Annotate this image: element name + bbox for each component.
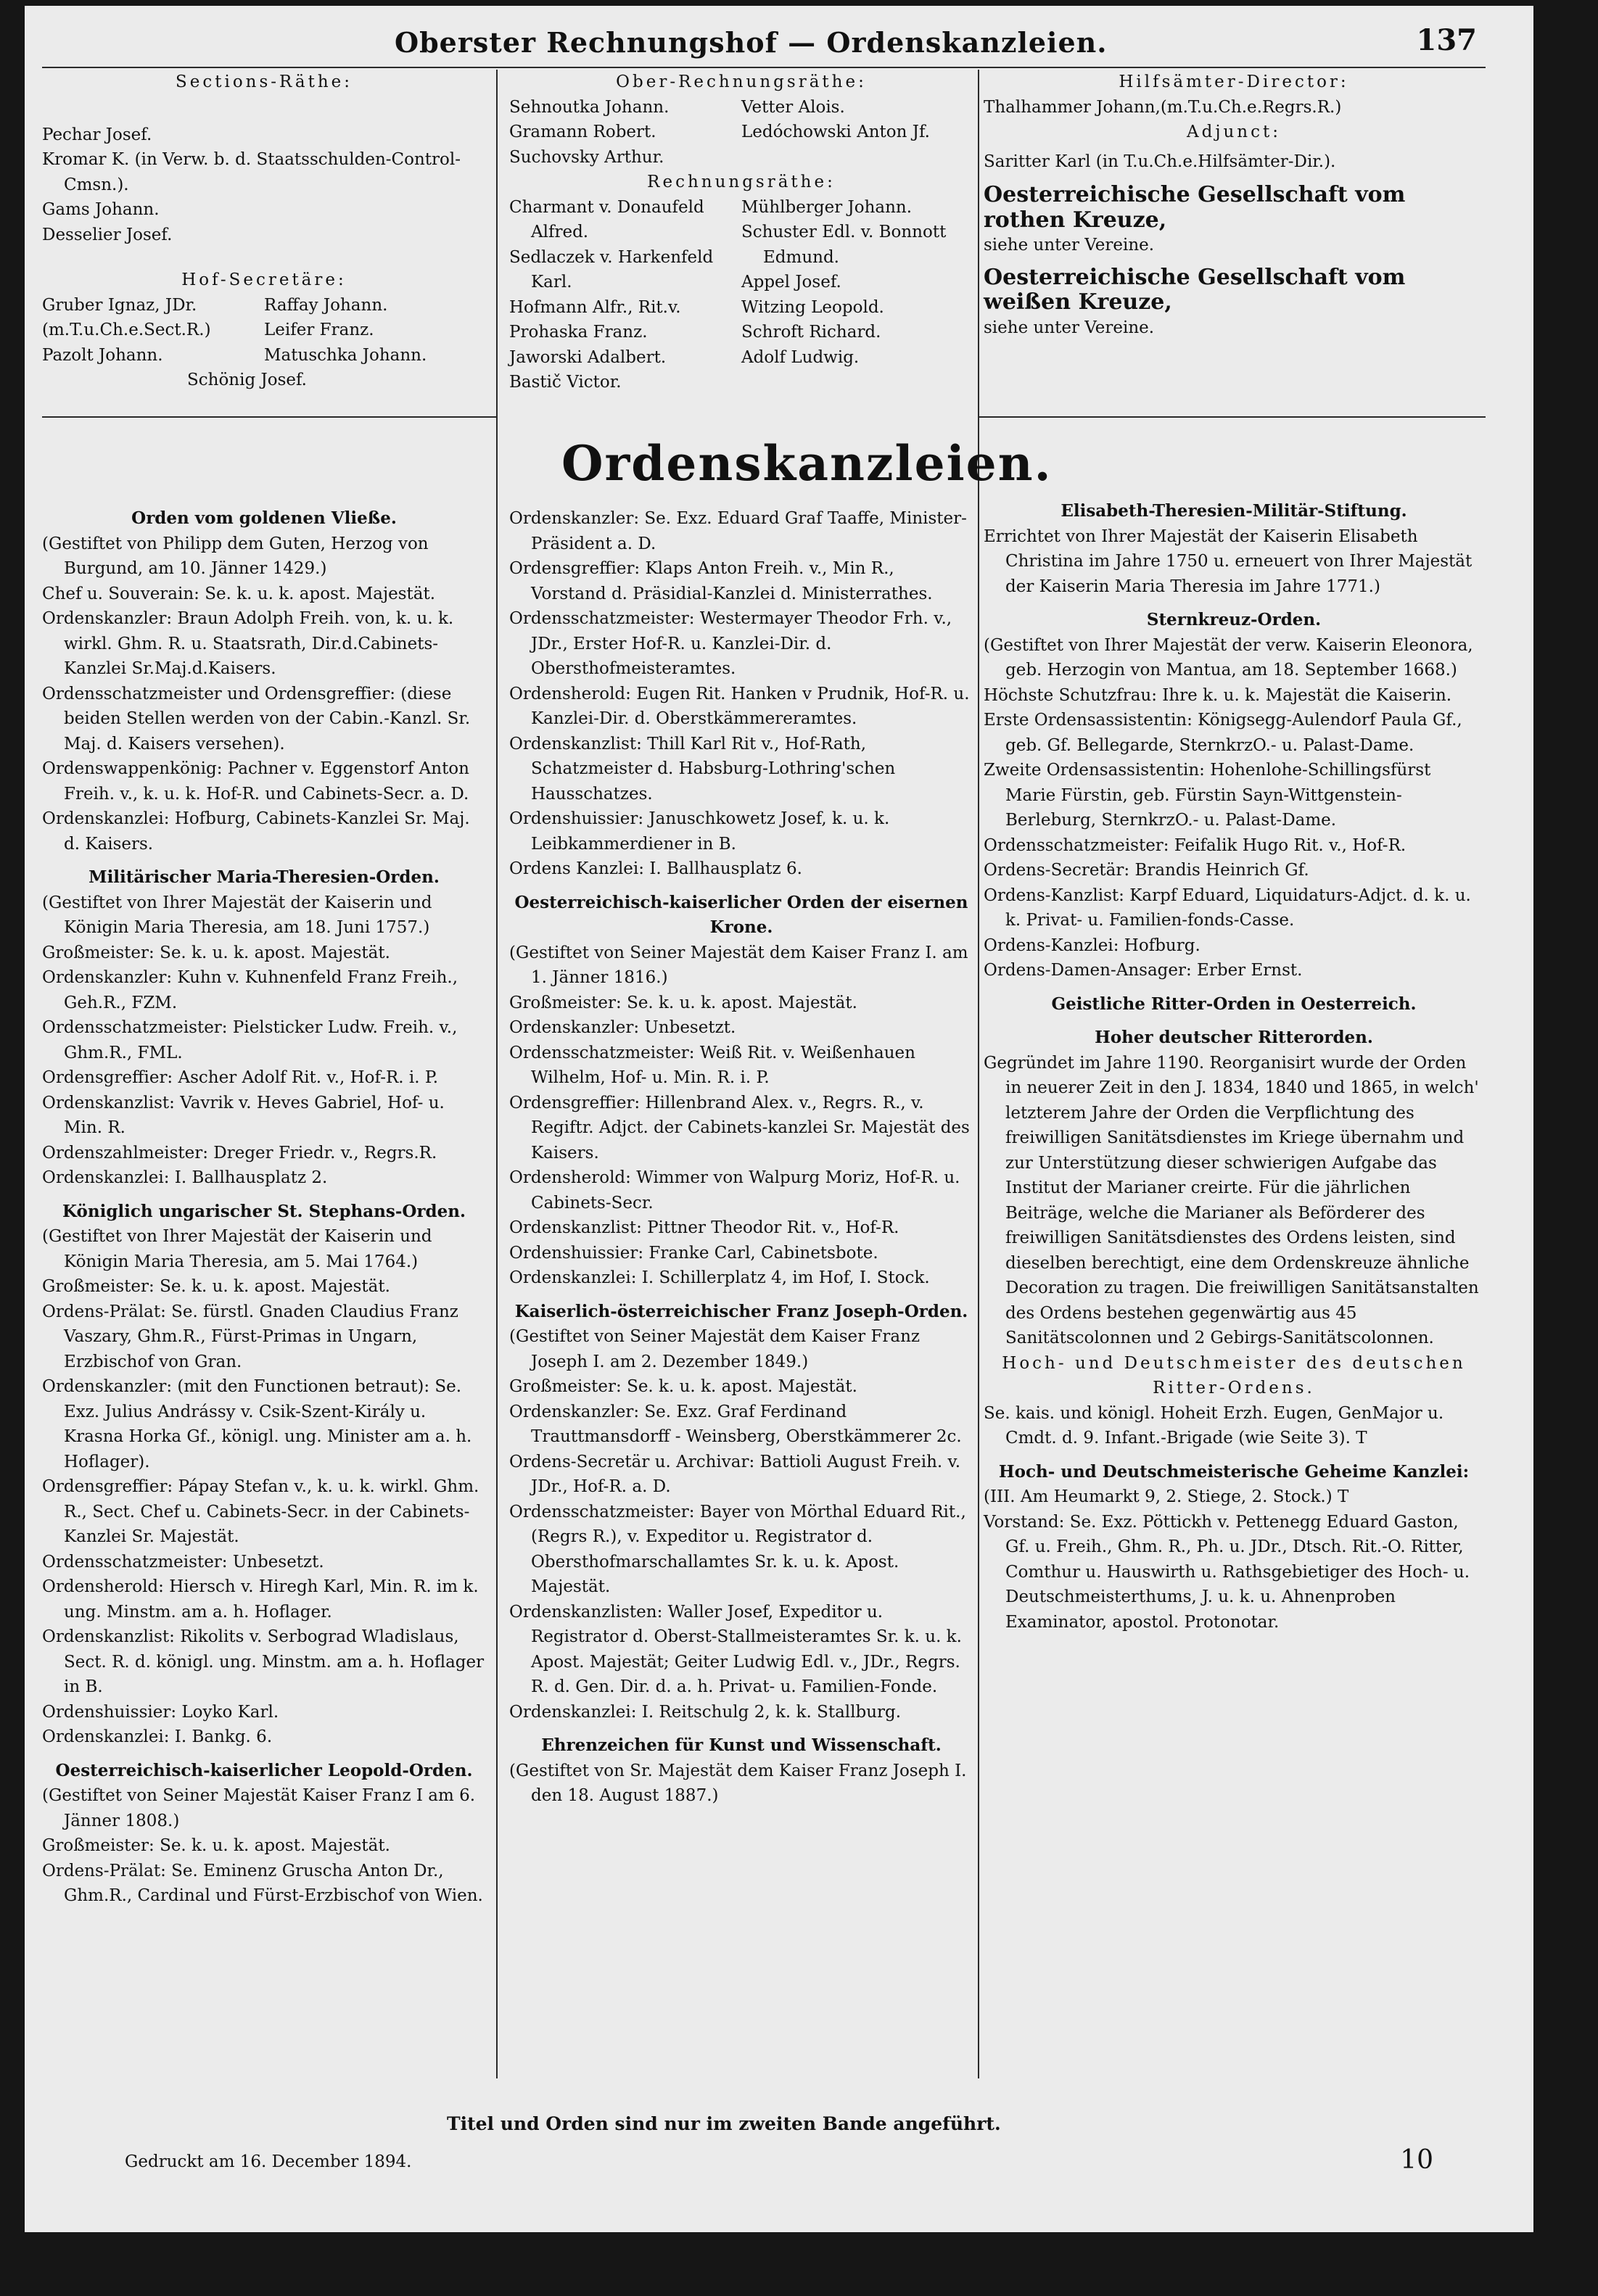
entry: Ordensschatzmeister: Westermayer Theodor Frh. v., JDr., Erster Hof-R. u. Kanzlei-Dir. d. Obersthofmeisteramtes. [509,609,952,678]
entry: Ordenszahlmeister: Dreger Friedr. v., Regrs.R. [42,1143,437,1163]
main-title: Ordenskanzleien. [561,435,1053,492]
column-1-top [42,70,486,393]
entry: Ordensschatzmeister und Ordensgreffier: (diese beiden Stellen werden von der Cabin.-Kanzl. Sr. Maj. d. Kaisers versehen). [42,684,471,753]
entry: Großmeister: Se. k. u. k. apost. Majestät. [509,993,857,1012]
entry: Ordensschatzmeister: Feifalik Hugo Rit. v., Hof-R. [984,835,1407,855]
entry: Ordenskanzlist: Vavrik v. Heves Gabriel, Hof- u. Min. R. [42,1093,445,1137]
society-title: Oesterreichische Gesellschaft vom weißen Kreuze, [984,264,1406,315]
order-heading: Oesterreichisch-kaiserlicher Orden der eisernen Krone. [514,892,968,937]
entry: Ordensschatzmeister: Bayer von Mörthal Eduard Rit., (Regrs R.), v. Expeditor u. Registrator d. Obersthofmarschallamtes Sr. k. u. k. Apost. Majestät. [509,1502,966,1596]
entry: Zweite Ordensassistentin: Hohenlohe-Schillingsfürst Marie Fürstin, geb. Fürstin Sayn-Wittgenstein-Berleburg, SternkrzO.- u. Palast-Dame. [984,761,1431,830]
entry: Charmant v. Donaufeld Alfred. [509,197,704,241]
entry: Ordensgreffier: Pápay Stefan v., k. u. k. wirkl. Ghm. R., Sect. Chef u. Cabinets-Secr. in der Cabinets-Kanzlei Sr. Majestät. [42,1477,479,1546]
entry: Errichtet von Ihrer Majestät der Kaiserin Elisabeth Christina im Jahre 1750 u. erneuert von Ihrer Majestät der Kaiserin Maria Theresia im Jahre 1771.) [984,526,1473,596]
name-grid [509,195,973,395]
entry: Großmeister: Se. k. u. k. apost. Majestät. [42,1277,390,1296]
entry: Ordenshuissier: Franke Carl, Cabinetsbote. [509,1243,878,1263]
entry: Ordens Kanzlei: I. Ballhausplatz 6. [509,859,802,878]
entry: Sehnoutka Johann. [509,97,670,117]
entry: Ordensgreffier: Klaps Anton Freih. v., Min R., Vorstand d. Präsidial-Kanzlei d. Ministerrathes. [509,559,933,603]
entry: Raffay Johann. [264,295,388,315]
order-heading: Militärischer Maria-Theresien-Orden. [88,867,440,887]
name-grid [509,95,973,170]
entry: Schönig Josef. [187,371,307,389]
order-heading: Kaiserlich-österreichischer Franz Joseph-Orden. [514,1301,968,1321]
entry: Matuschka Johann. [264,345,427,365]
entry: Ordenskanzler: Unbesetzt. [509,1018,736,1037]
entry: Gegründet im Jahre 1190. Reorganisirt wurde der Orden in neuerer Zeit in den J. 1834, 1840 und 1865, in welch' letzterem Jahre der Orden die Verpflichtung des freiwilligen Sanitätsdienstes im Kriege übernahm und zur Unterstützung dieser schwierigen Aufgabe das Institut der Marianer creirte. Für die jährlichen Beiträge, welche die Marianer als Beförderer des freiwilligen Sanitätsdienstes des Ordens leisten, sind dieselben berechtigt, eine dem Ordenskreuze ähnliche Decoration zu tragen. Die freiwilligen Sanitätsanstalten des Ordens bestehen gegenwärtig aus 45 Sanitätscolonnen und 2 Gebirgs-Sanitätscolonnen. [984,1053,1479,1347]
entry: Ordenskanzlei: Hofburg, Cabinets-Kanzlei Sr. Maj. d. Kaisers. [42,809,470,854]
entry: (Gestiftet von Sr. Majestät dem Kaiser Franz Joseph I. den 18. August 1887.) [509,1761,967,1805]
entry: Pechar Josef. [42,125,152,144]
entry: Vorstand: Se. Exz. Pöttickh v. Pettenegg Eduard Gaston, Gf. u. Freih., Ghm. R., Ph. u. JDr., Dtsch. Rit.-O. Ritter, Comthur u. Hauswirth u. Rathsgebietiger des Hoch- u. Deutschmeisterthums, J. u. k. u. Ahnenproben Examinator, apostol. Protonotar. [984,1512,1470,1632]
entry: (Gestiftet von Ihrer Majestät der Kaiserin und Königin Maria Theresia, am 18. Juni 1757.) [42,893,432,937]
entry: (Gestiftet von Philipp dem Guten, Herzog von Burgund, am 10. Jänner 1429.) [42,534,429,578]
entry: Erste Ordensassistentin: Königsegg-Aulendorf Paula Gf., geb. Gf. Bellegarde, SternkrzO.- u. Palast-Dame. [984,711,1462,755]
entry: Ledóchowski Anton Jf. [741,123,930,141]
entry: (Gestiftet von Seiner Majestät dem Kaiser Franz I. am 1. Jänner 1816.) [509,943,968,987]
entry: Ordensherold: Wimmer von Walpurg Moriz, Hof-R. u. Cabinets-Secr. [509,1168,960,1213]
entry: Gams Johann. [42,200,160,219]
header-title: Oberster Rechnungshof — Ordenskanzleien. [395,26,1108,59]
entry: Schuster Edl. v. Bonnott Edmund. [741,223,947,267]
entry: Bastič Victor. [509,373,622,392]
entry: Kromar K. (in Verw. b. d. Staatsschulden-Control-Cmsn.). [42,150,461,194]
cross-reference: siehe unter Vereine. [984,318,1155,337]
column-rule-left [496,70,498,2078]
entry: Großmeister: Se. k. u. k. apost. Majestät. [509,1377,857,1396]
order-heading: Hoher deutscher Ritterorden. [1095,1028,1373,1047]
entry: Ordens-Prälat: Se. fürstl. Gnaden Claudius Franz Vaszary, Ghm.R., Fürst-Primas in Ungarn, Erzbischof von Gran. [42,1302,458,1371]
entry: Ordenskanzler: Se. Exz. Eduard Graf Taaffe, Minister-Präsident a. D. [509,509,967,553]
entry: Ordens-Damen-Ansager: Erber Ernst. [984,961,1303,980]
entry: Sedlaczek v. Harkenfeld Karl. [509,247,714,292]
entry: Saritter Karl (in T.u.Ch.e.Hilfsämter-Dir.). [984,152,1336,171]
entry: Jaworski Adalbert. [509,347,667,367]
section-heading: Rechnungsräthe: [647,173,836,191]
name-grid [42,293,486,368]
section-rule-right [979,416,1486,418]
entry: Großmeister: Se. k. u. k. apost. Majestät. [42,1836,390,1855]
running-header [25,23,1533,67]
entry: (Gestiftet von Seiner Majestät dem Kaiser Franz Joseph I. am 2. Dezember 1849.) [509,1327,921,1371]
entry: Ordens-Secretär u. Archivar: Battioli August Freih. v. JDr., Hof-R. a. D. [509,1452,961,1496]
entry: Mühlberger Johann. [741,197,913,217]
page-number: 137 [1416,23,1477,57]
column-2 [509,506,973,1809]
entry: (Gestiftet von Seiner Majestät Kaiser Franz I am 6. Jänner 1808.) [42,1786,476,1830]
entry: Gruber Ignaz, JDr. [42,295,197,315]
entry: Ordenskanzlei: I. Schillerplatz 4, im Hof, I. Stock. [509,1268,930,1287]
society-title: Oesterreichische Gesellschaft vom rothen Kreuze, [984,182,1406,233]
section-heading: Ober-Rechnungsräthe: [616,73,867,91]
column-3 [984,499,1484,1635]
entry: Ordenskanzlist: Thill Karl Rit v., Hof-Rath, Schatzmeister d. Habsburg-Lothring'schen Hausschatzes. [509,734,896,804]
entry: Ordenskanzlei: I. Ballhausplatz 2. [42,1168,328,1187]
entry: Ordens-Secretär: Brandis Heinrich Gf. [984,861,1309,880]
cross-reference: siehe unter Vereine. [984,236,1155,255]
entry: Ordenskanzlist: Pittner Theodor Rit. v., Hof-R. [509,1218,899,1237]
entry: Ordensgreffier: Ascher Adolf Rit. v., Hof-R. i. P. [42,1068,439,1087]
entry: Ordenskanzlisten: Waller Josef, Expeditor u. Registrator d. Oberst-Stallmeisteramtes Sr. k. u. k. Apost. Majestät; Geiter Ludwig Edl. v., JDr., Regrs. R. d. Gen. Dir. d. a. h. Privat- u. Familien-Fonde. [509,1602,962,1696]
entry: Desselier Josef. [42,225,173,244]
footer-note: Titel und Orden sind nur im zweiten Bande angeführt. [447,2113,1001,2134]
entry: (Gestiftet von Ihrer Majestät der verw. Kaiserin Eleonora, geb. Herzogin von Mantua, am 18. September 1668.) [984,635,1473,680]
entry: (III. Am Heumarkt 9, 2. Stiege, 2. Stock.) T [984,1487,1349,1506]
order-heading: Geistliche Ritter-Orden in Oesterreich. [1051,994,1417,1014]
entry: Chef u. Souverain: Se. k. u. k. apost. Majestät. [42,584,436,603]
order-heading: Orden vom goldenen Vließe. [131,508,397,528]
entry: Großmeister: Se. k. u. k. apost. Majestät. [42,943,390,962]
section-rule-left [42,416,496,418]
entry: Ordensschatzmeister: Unbesetzt. [42,1552,324,1572]
entry: Hoch- und Deutschmeister des deutschen Ritter-Ordens. [1002,1353,1466,1397]
entry: Suchovsky Arthur. [509,147,664,167]
document-page [25,6,1533,2232]
column-rule-right [978,70,979,2078]
order-heading: Elisabeth-Theresien-Militär-Stiftung. [1060,501,1407,521]
entry: (m.T.u.Ch.e.Sect.R.) [42,321,211,339]
column-1 [42,506,486,1909]
column-3-top [984,70,1484,340]
order-heading: Königlich ungarischer St. Stephans-Orden. [62,1201,466,1221]
entry: Schroft Richard. [741,323,881,342]
entry: Prohaska Franz. [509,323,648,342]
entry: Höchste Schutzfrau: Ihre k. u. k. Majestät die Kaiserin. [984,685,1452,705]
entry: Ordenskanzler: Braun Adolph Freih. von, k. u. k. wirkl. Ghm. R. u. Staatsrath, Dir.d.Cabinets-Kanzlei Sr.Maj.d.Kaisers. [42,609,454,678]
print-date: Gedruckt am 16. December 1894. [125,2152,412,2171]
entry: Ordenskanzler: Se. Exz. Graf Ferdinand Trauttmansdorff - Weinsberg, Oberstkämmerer 2c. [509,1402,962,1446]
entry: Vetter Alois. [741,97,845,117]
entry: Ordensschatzmeister: Weiß Rit. v. Weißenhauen Wilhelm, Hof- u. Min. R. i. P. [509,1043,915,1087]
order-heading: Hoch- und Deutschmeisterische Geheime Kanzlei: [998,1461,1470,1482]
entry: Ordens-Kanzlei: Hofburg. [984,936,1200,955]
entry: Hofmann Alfr., Rit.v. [509,297,681,317]
entry: Se. kais. und königl. Hoheit Erzh. Eugen, GenMajor u. Cmdt. d. 9. Infant.-Brigade (wie Seite 3). T [984,1403,1444,1448]
entry: Gramann Robert. [509,123,656,141]
order-heading: Sternkreuz-Orden. [1146,610,1322,629]
entry: Ordensherold: Hiersch v. Hiregh Karl, Min. R. im k. ung. Minstm. am a. h. Hoflager. [42,1577,479,1622]
header-rule [42,67,1486,68]
entry: Ordenswappenkönig: Pachner v. Eggenstorf Anton Freih. v., k. u. k. Hof-R. und Cabinets-Secr. a. D. [42,759,469,804]
order-heading: Ehrenzeichen für Kunst und Wissenschaft. [541,1735,942,1755]
entry: Appel Josef. [741,273,841,292]
section-heading: Sections-Räthe: [175,73,353,91]
signature-mark: 10 [1400,2145,1433,2175]
entry: Ordenskanzler: Kuhn v. Kuhnenfeld Franz Freih., Geh.R., FZM. [42,968,458,1012]
section-heading: Adjunct: [1187,123,1281,141]
entry: Ordenskanzlist: Rikolits v. Serbograd Wladislaus, Sect. R. d. königl. ung. Minstm. am a. h. Hoflager in B. [42,1627,485,1696]
entry: Thalhammer Johann,(m.T.u.Ch.e.Regrs.R.) [984,97,1342,117]
order-heading: Oesterreichisch-kaiserlicher Leopold-Orden. [55,1760,473,1780]
entry: Ordensgreffier: Hillenbrand Alex. v., Regrs. R., v. Regiftr. Adjct. der Cabinets-kanzlei Sr. Majestät des Kaisers. [509,1093,970,1163]
column-2-top [509,70,973,395]
entry: Witzing Leopold. [741,297,884,317]
entry: Leifer Franz. [264,321,374,339]
entry: Ordenskanzlei: I. Reitschulg 2, k. k. Stallburg. [509,1702,902,1722]
entry: (Gestiftet von Ihrer Majestät der Kaiserin und Königin Maria Theresia, am 5. Mai 1764.) [42,1227,432,1271]
entry: Ordenshuissier: Januschkowetz Josef, k. u. k. Leibkammerdiener in B. [509,809,890,854]
section-heading: Hof-Secretäre: [181,271,347,289]
entry: Ordensherold: Eugen Rit. Hanken v Prudnik, Hof-R. u. Kanzlei-Dir. d. Oberstkämmereramtes. [509,684,970,728]
entry: Adolf Ludwig. [741,347,860,367]
entry: Ordens-Prälat: Se. Eminenz Gruscha Anton Dr., Ghm.R., Cardinal und Fürst-Erzbischof von Wien. [42,1861,483,1905]
entry: Pazolt Johann. [42,345,163,365]
entry: Ordenskanzler: (mit den Functionen betraut): Se. Exz. Julius Andrássy v. Csik-Szent-Király u. Krasna Horka Gf., königl. ung. Minister am a. h. Hoflager). [42,1377,472,1471]
entry: Ordensschatzmeister: Pielsticker Ludw. Freih. v., Ghm.R., FML. [42,1018,458,1062]
entry: Ordens-Kanzlist: Karpf Eduard, Liquidaturs-Adjct. d. k. u. k. Privat- u. Familien-fonds-Casse. [984,885,1471,930]
section-heading: Hilfsämter-Director: [1119,73,1349,91]
entry: Ordenskanzlei: I. Bankg. 6. [42,1727,273,1746]
entry: Ordenshuissier: Loyko Karl. [42,1702,279,1722]
